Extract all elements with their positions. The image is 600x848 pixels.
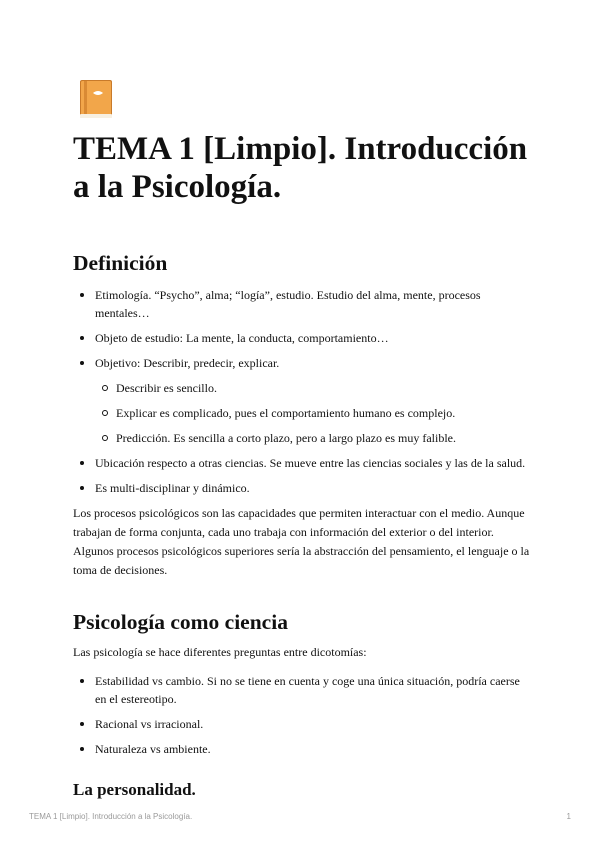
page-footer	[29, 812, 571, 821]
sublist-item: Describir es sencillo.	[95, 379, 531, 397]
section-heading-psicologia-ciencia: Psicología como ciencia	[73, 610, 288, 634]
list-item	[73, 354, 531, 447]
objetivo-sublist	[95, 379, 531, 447]
dicotomias-intro: Las psicología se hace diferentes preguntas entre dicotomías:	[73, 645, 367, 659]
list-item: Etimología. “Psycho”, alma; “logía”, estudio. Estudio del alma, mente, procesos mentales…	[73, 286, 531, 322]
page-title: TEMA 1 [Limpio]. Introducción a la Psicología.	[73, 131, 528, 205]
list-item-text: Objetivo: Describir, predecir, explicar.	[95, 356, 280, 370]
dicotomias-list	[73, 672, 531, 758]
list-item: Estabilidad vs cambio. Si no se tiene en cuenta y coge una única situación, podría caerse en el estereotipo.	[73, 672, 531, 708]
list-item: Es multi-disciplinar y dinámico.	[73, 479, 531, 497]
page-number: 1	[566, 812, 571, 821]
list-item: Objeto de estudio: La mente, la conducta, comportamiento…	[73, 329, 531, 347]
list-item: Ubicación respecto a otras ciencias. Se mueve entre las ciencias sociales y las de la salud.	[73, 454, 531, 472]
section-heading-definicion: Definición	[73, 251, 168, 275]
sublist-item: Explicar es complicado, pues el comportamiento humano es complejo.	[95, 404, 531, 422]
footer-title: TEMA 1 [Limpio]. Introducción a la Psicología.	[29, 812, 193, 821]
sublist-item: Predicción. Es sencilla a corto plazo, pero a largo plazo es muy falible.	[95, 429, 531, 447]
list-item: Naturaleza vs ambiente.	[73, 740, 531, 758]
list-item: Racional vs irracional.	[73, 715, 531, 733]
document-body	[73, 78, 531, 801]
procesos-paragraph: Los procesos psicológicos son las capacidades que permiten interactuar con el medio. Aunque trabajan de forma conjunta, cada uno trabaja con información del exterior o del interior. Algunos procesos psicológicos superiores sería la abstracción del pensamiento, el lenguaje o la toma de decisiones.	[73, 506, 530, 577]
section-heading-personalidad: La personalidad.	[73, 780, 196, 799]
closed-book-icon	[75, 78, 115, 120]
definicion-list	[73, 286, 531, 497]
